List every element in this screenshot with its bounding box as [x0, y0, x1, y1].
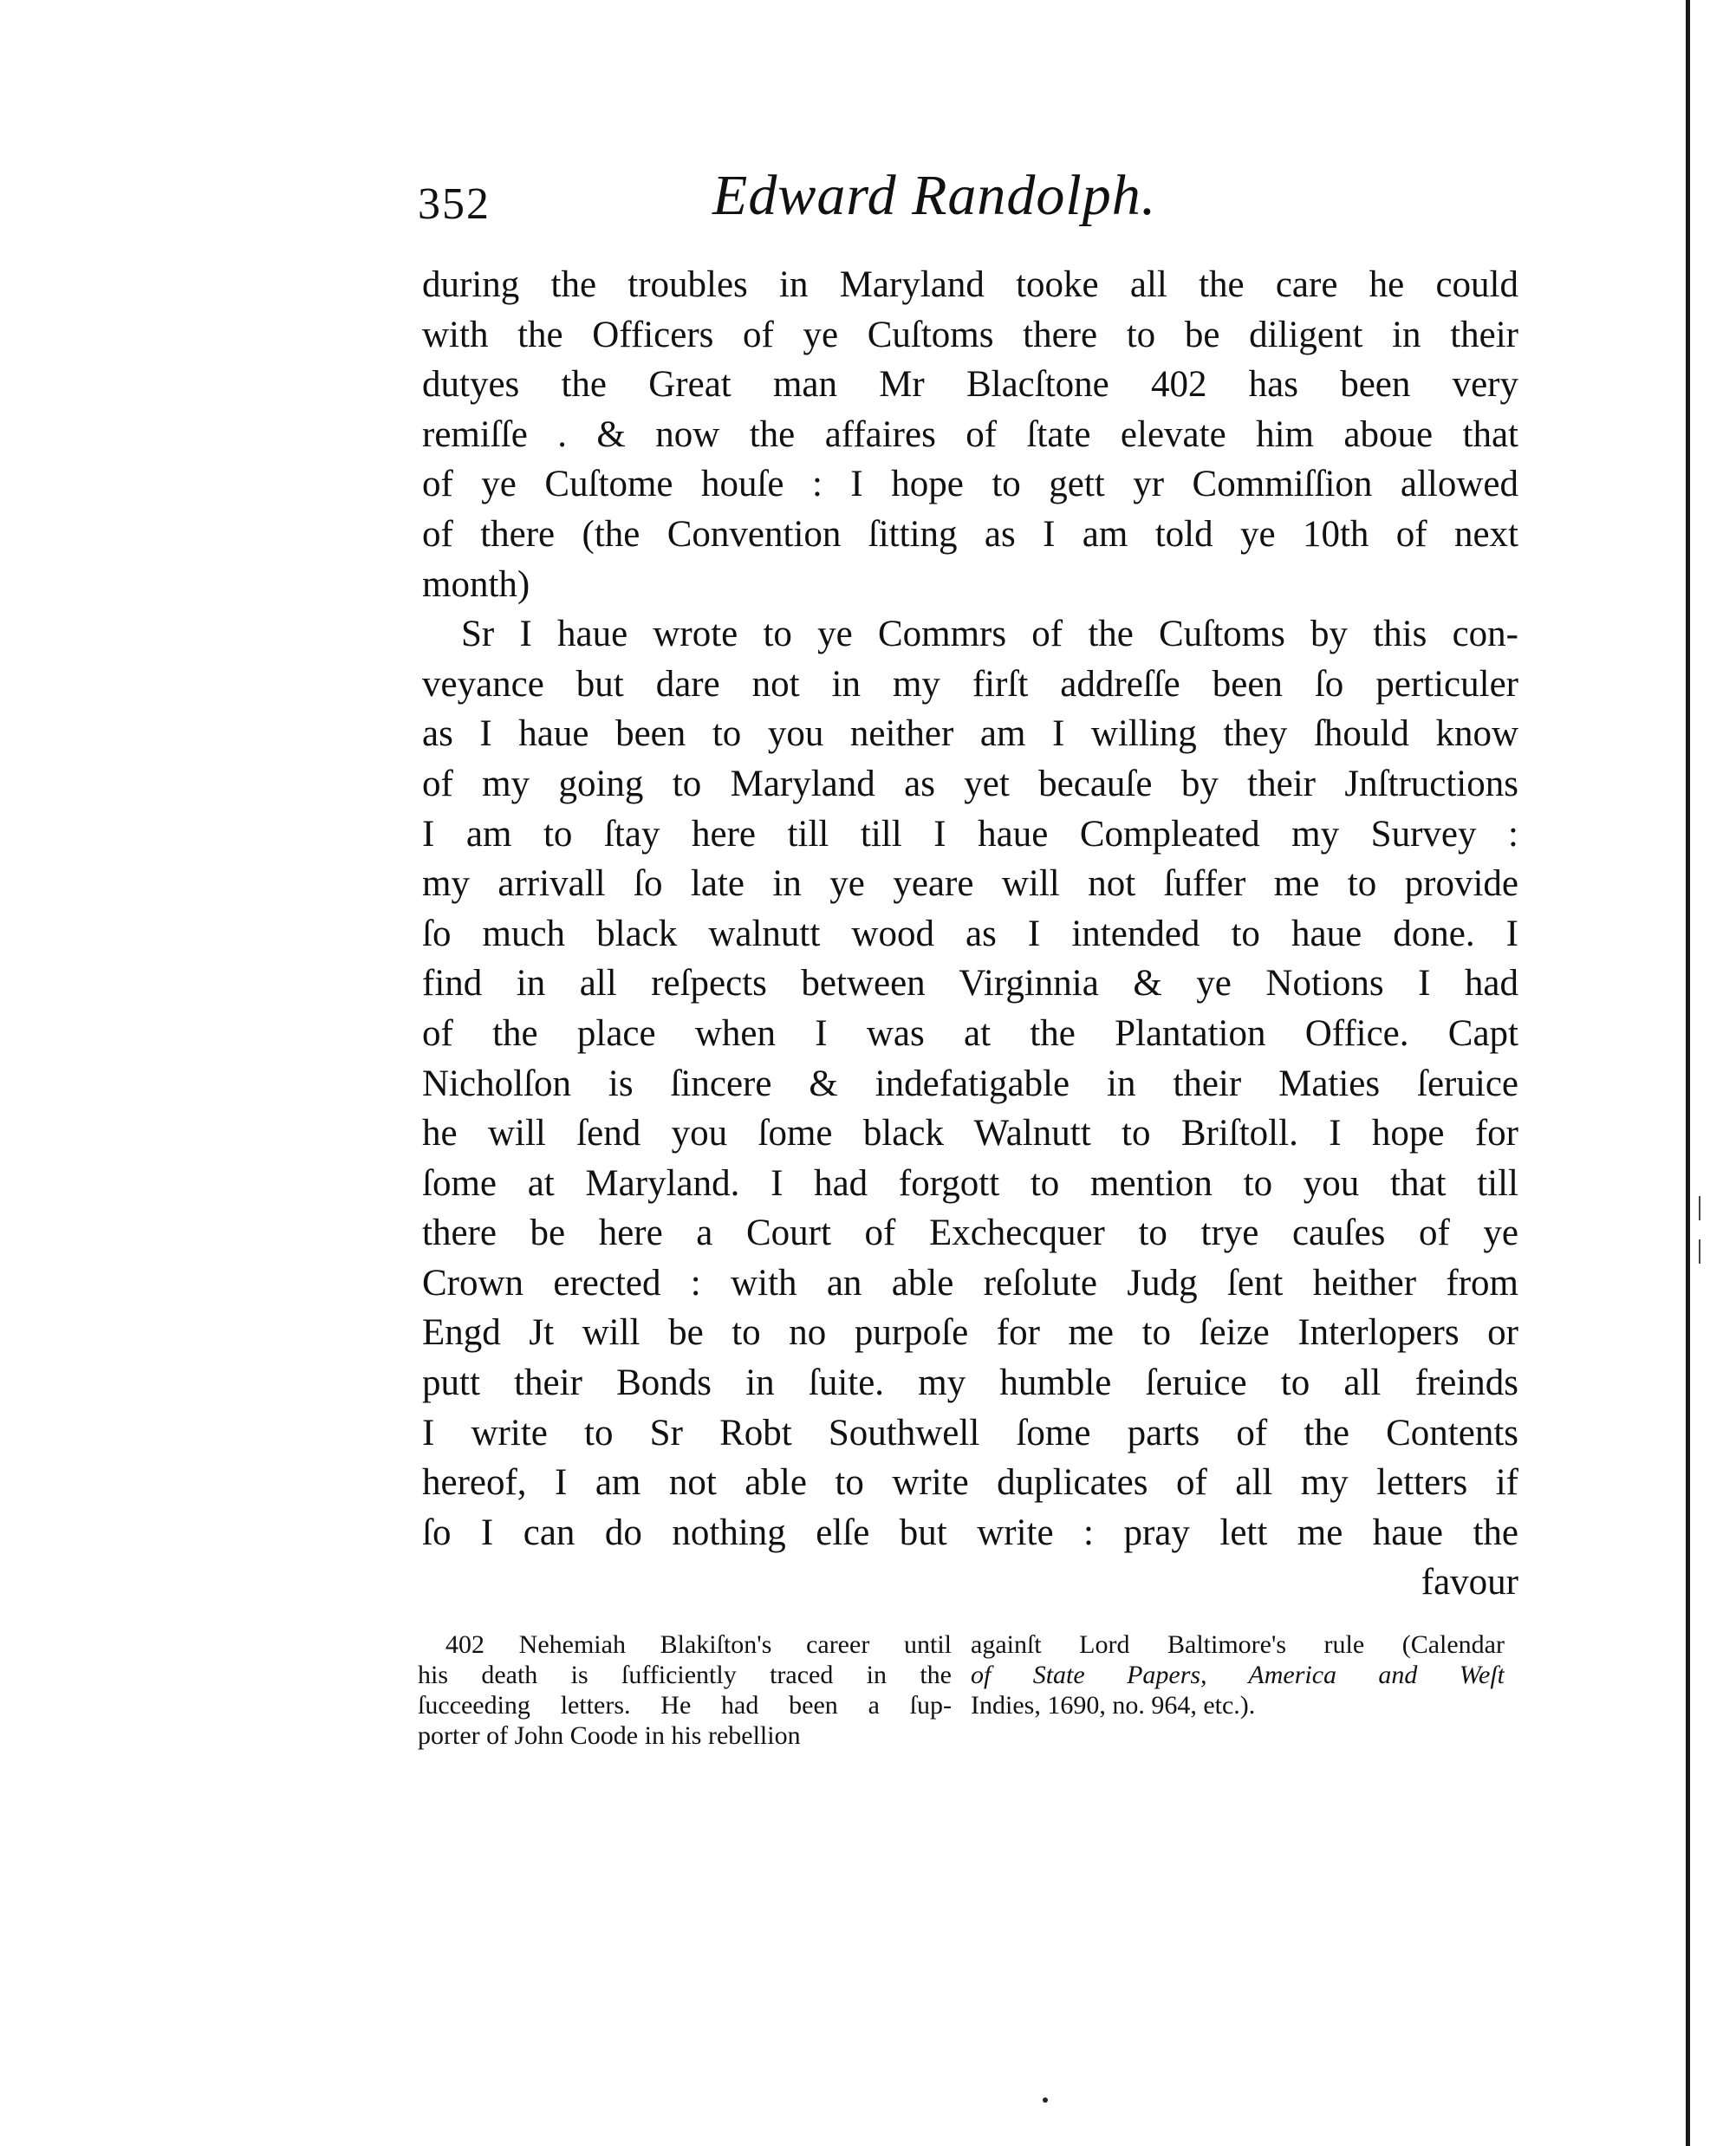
running-title: Edward Randolph.: [712, 164, 1157, 227]
text-line: remiſſe . & now the affaires of ſtate elevate him aboue that: [422, 413, 1518, 455]
scan-edge-line: [1686, 0, 1690, 2146]
footnote-column-right: [971, 1629, 1505, 1720]
text-line: Nicholſon is ſincere & indefatigable in their Maties ſeruice: [422, 1063, 1518, 1104]
text-line: ſome at Maryland. I had forgott to mention to you that till: [422, 1162, 1518, 1204]
text-line: of the place when I was at the Plantation Office. Capt: [422, 1012, 1518, 1054]
text-line: month): [422, 563, 530, 605]
footnote-line: againſt Lord Baltimore's rule (Calendar: [971, 1630, 1505, 1659]
text-line: find in all reſpects between Virginnia & ye Notions I had: [422, 963, 1518, 1005]
footnote-line: of State Papers, America and Weſt: [971, 1661, 1505, 1689]
text-line: hereof, I am not able to write duplicates of all my letters if: [422, 1462, 1518, 1504]
text-line: Crown erected : with an able reſolute Judg ſent heither from: [422, 1262, 1518, 1304]
text-line: of my going to Maryland as yet becauſe by their Jnſtructions: [422, 763, 1518, 804]
text-line: putt their Bonds in ſuite. my humble ſeruice to all freinds: [422, 1362, 1518, 1404]
catchword: favour: [1421, 1562, 1518, 1603]
footnote-line: porter of John Coode in his rebellion: [418, 1721, 801, 1750]
footnote-line: Indies, 1690, no. 964, etc.).: [971, 1691, 1256, 1720]
scan-dot-mark: [1043, 2097, 1048, 2103]
text-line: with the Officers of ye Cuſtoms there to be diligent in their: [422, 314, 1518, 355]
text-line: I write to Sr Robt Southwell ſome parts of the Contents: [422, 1412, 1518, 1453]
text-line: of there (the Convention ſitting as I am told ye 10th of next: [422, 513, 1518, 555]
footnote-line: 402 Nehemiah Blakiſton's career until: [445, 1630, 952, 1659]
scan-edge-mark: [1699, 1196, 1700, 1220]
text-line: veyance but dare not in my firſt addreſſe been ſo perticuler: [422, 663, 1518, 705]
page-number: 352: [418, 179, 491, 229]
text-line: as I haue been to you neither am I willing they ſhould know: [422, 713, 1518, 755]
scan-edge-mark: [1699, 1239, 1700, 1264]
text-line: my arrivall ſo late in ye yeare will not ſuffer me to provide: [422, 863, 1518, 905]
body-text: [422, 260, 1518, 1608]
footnote-line: ſucceeding letters. He had been a ſup-: [418, 1691, 952, 1720]
text-line: I am to ſtay here till till I haue Compleated my Survey :: [422, 813, 1518, 855]
text-line: ſo much black walnutt wood as I intended to haue done. I: [422, 913, 1518, 954]
text-line: dutyes the Great man Mr Blacſtone 402 has been very: [422, 364, 1518, 406]
text-line: of ye Cuſtome houſe : I hope to gett yr Commiſſion allowed: [422, 464, 1518, 505]
footnote-column-left: [418, 1629, 952, 1751]
text-line: there be here a Court of Exchecquer to trye cauſes of ye: [422, 1213, 1518, 1254]
paragraph-first-line: Sr I haue wrote to ye Commrs of the Cuſtoms by this con-: [461, 614, 1518, 655]
text-line: Engd Jt will be to no purpoſe for me to ſeize Interlopers or: [422, 1312, 1518, 1354]
text-line: during the troubles in Maryland tooke all the care he could: [422, 264, 1518, 305]
text-line: ſo I can do nothing elſe but write : pray lett me haue the: [422, 1512, 1518, 1553]
footnote-line: his death is ſufficiently traced in the: [418, 1661, 952, 1689]
running-header: [418, 163, 1527, 241]
text-line: he will ſend you ſome black Walnutt to Briſtoll. I hope for: [422, 1113, 1518, 1154]
